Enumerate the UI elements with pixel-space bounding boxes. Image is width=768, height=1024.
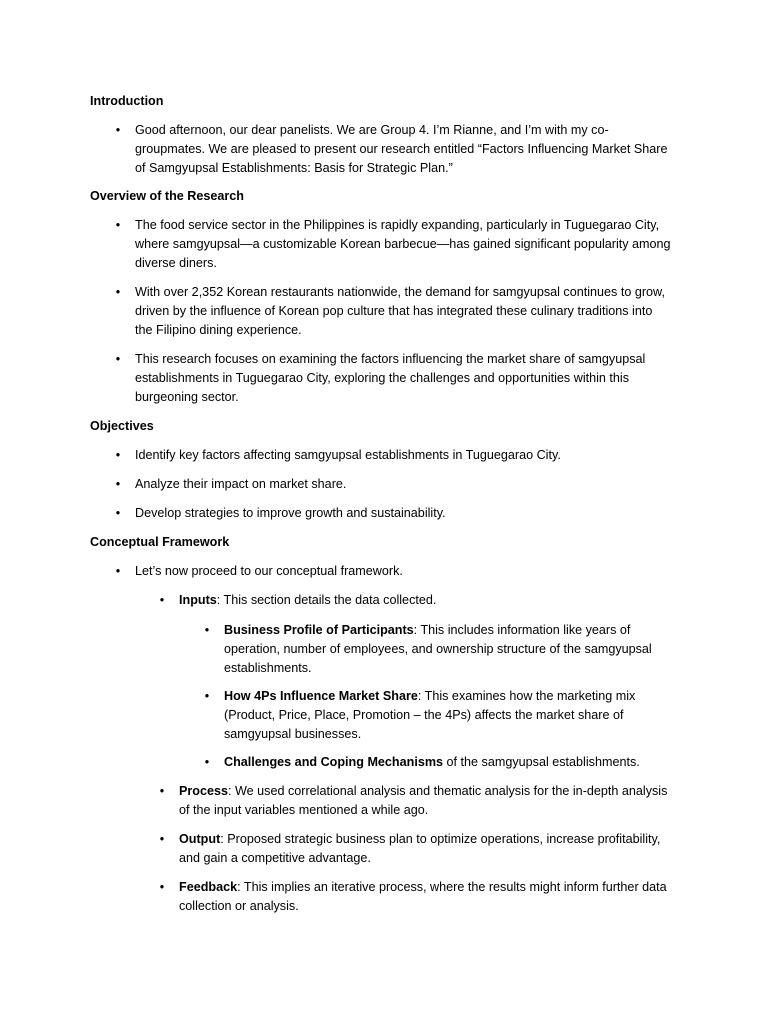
heading-introduction: Introduction (90, 94, 164, 108)
document-page: Introduction • Good afternoon, our dear panelists. We are Group 4. I’m Rianne, and I’m with my co- groupmates. We are pleased to present our research entitled “Factors Influencing Market Share of Samgyupsal Establishments: Basis for Strategic Plan.” Overview of the Research • The food service sector in the Philippines is rapidly expanding, particularly in Tuguegarao City, where samgyupsal—a customizable Korean barbecue—has gained significant popularity among diverse diners. • With over 2,352 Korean restaurants nationwide, the demand for samgyupsal continues to grow, driven by the influence of Korean pop culture that has integrated these culinary traditions into the Filipino dining experience. • This research focuses on examining the factors influencing the market share of samgyupsal establishments in Tuguegarao City, exploring the challenges and opportunities within this burgeoning sector. Objectives • Identify key factors affecting samgyupsal establishments in Tuguegarao City. • Analyze their impact on market share. • Develop strategies to improve growth and sustainability. Conceptual Framework • Let’s now proceed to our conceptual framework. • Inputs: This section details the data collected. • Business Profile of Participants: This includes information like years of operation, number of employees, and ownership structure of the samgyupsal establishments. • How 4Ps Influence Market Share: This examines how the marketing mix (Product, Price, Place, Promotion – the 4Ps) affects the market share of samgyupsal businesses. • Challenges and Coping Mechanisms of the samgyupsal establishments. • Process: We used correlational analysis and thematic analysis for the in-depth analysis of the input variables mentioned a while ago. • Output: Proposed strategic business plan to optimize operations, increase profitability, and gain a competitive advantage. • Feedback: This implies an iterative process, where the results might inform further data collection or analysis. (90, 94, 671, 913)
bullet-icon: • (204, 623, 210, 637)
heading-overview: Overview of the Research (90, 189, 244, 203)
bullet-icon: • (115, 564, 121, 578)
bullet-icon: • (159, 784, 165, 798)
heading-objectives: Objectives (90, 419, 154, 433)
bullet-icon: • (115, 352, 121, 366)
bullet-icon: • (159, 880, 165, 894)
bullet-icon: • (115, 218, 121, 232)
bullet-icon: • (159, 593, 165, 607)
bullet-icon: • (115, 506, 121, 520)
heading-conceptual-framework: Conceptual Framework (90, 535, 230, 549)
bullet-icon: • (204, 689, 210, 703)
bullet-icon: • (115, 123, 121, 137)
bullet-icon: • (115, 477, 121, 491)
bullet-icon: • (204, 755, 210, 769)
bullet-icon: • (115, 448, 121, 462)
bullet-icon: • (159, 832, 165, 846)
intro-paragraph: Good afternoon, our dear panelists. We are Group 4. I’m Rianne, and I’m with my co- groupmates. We are pleased to present our research entitled “Factors Influencing Market Share of Samgyupsal Establishments: Basis for Strategic Plan.” (135, 123, 668, 175)
bullet-icon: • (115, 285, 121, 299)
